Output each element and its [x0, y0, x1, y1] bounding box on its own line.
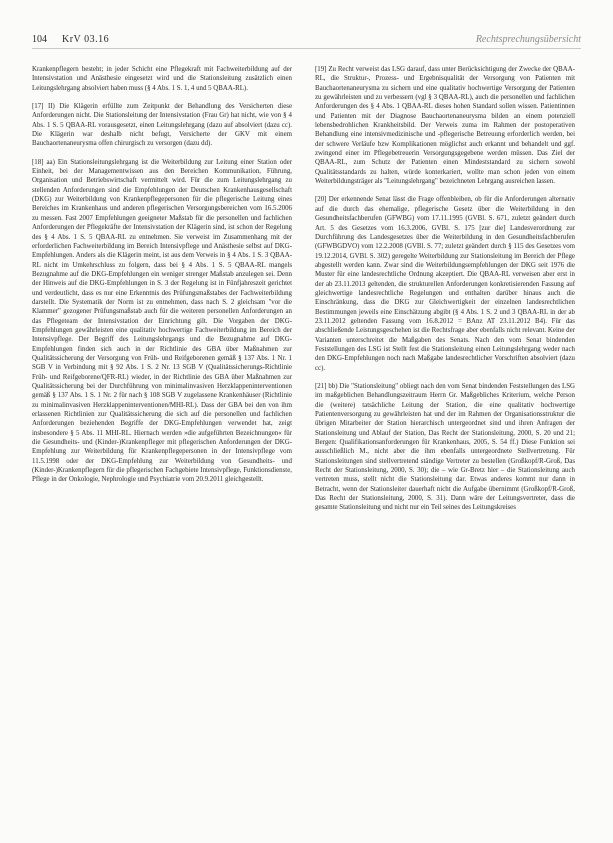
page-number: 104	[32, 34, 47, 45]
paragraph: [18] aa) Ein Stationsleitungslehrgang ist die Weiterbildung zur Leitung einer Station oder Einheit, bei der Managementwissen aus den Bereichen Kommunikation, Führung, Organisation und Betriebswirtschaft vermittelt wird. Für die zum Leitungslehrgang zu stellenden Anforderungen sind die Empfehlungen der Deutschen Krankenhausgesellschaft (DKG) zur Weiterbildung von Krankenpflegepersonen für die pflegerische Leitung eines Bereiches im Krankenhaus und anderen pflegerischen Versorgungsbereichen vom 16.5.2006 zu messen. Fast 2007 Empfehlungen geeigneter Maßstab für die personellen und fachlichen Anforderungen der Pflegekräfte der Intensivstation der Klägerin sind, ist schon der Regelung des § 4 Abs. 1 S. 5 QBAA-RL zu entnehmen. Sie verweist im Zusammenhang mit der erforderlichen Fachweiterbildung im Bereich Intensivpflege und Anästhesie selbst auf DKG-Empfehlungen. Anders als die Klägerin meint, ist aus dem Verweis in § 4 Abs. 1 S. 3 QBAA-RL nicht im Umkehrschluss zu folgern, dass bei § 4 Abs. 1 S. 5 QBAA-RL mangels Bezugnahme auf die DKG-Empfehlungen ein weniger strenger Maßstab anzulegen sei. Denn der Hinweis auf die DKG-Empfehlungen in S. 3 der Regelung ist in Fünfjahreszeit gerichtet und verdeutlicht, dass es nur eine Erkenntnis des Prüfungsmaßstabes der Fachweiterbildung darstellt. Die Systematik der Norm ist zu entnehmen, dass nach S. 2 gleichsam "vor die Klammer" gezogener Prüfungsmaßstab auch für die weiteren personellen Anforderungen an das Pflegeteam der Intensivstation der Einrichtung gilt. Die Vorgaben der DKG-Empfehlungen gewährleisten eine qualitativ hochwertige Fachweiterbildung im Bereich der Intensivpflege. Der Begriff des Leitungslehrgangs und die Bezugnahme auf DKG-Empfehlungen finden sich auch in der Richtlinie des GBA über Maßnahmen zur Qualitätssicherung der Versorgung von Früh- und Reifgeborenen gemäß § 137 Abs. 1 Nr. 1 SGB V in Verbindung mit § 92 Abs. 1 S. 2 Nr. 13 SGB V (Qualitätssicherungs-Richtlinie Früh- und Reifgeborene/QFR-RL) wieder, in der Richtlinie des GBA über Maßnahmen zur Qualitätssicherung bei der Durchführung von minimalinvasiven Herzklappeninterventionen gemäß § 137 Abs. 1 S. 1 Nr. 2 für nach § 108 SGB V zugelassene Krankenhäuser (Richtlinie zu minimalinvasiven Herzklappeninterventionen/MHI-RL). Dass der GBA bei den von ihm erlassenen Richtlinien zur Qualitätssicherung die sich auf die personellen und fachlichen Anforderungen beziehenden Begriffe der DKG-Empfehlungen verwendet hat, zeigt insbesondere § 5 Abs. 11 MHI-RL. Hiernach werden »die aufgeführten Bezeichnungen« für die Gesundheits- und (Kinder-)Krankenpfleger mit pflegerischen Anforderungen der DKG-Empfehlung zur Weiterbildung für Krankenpflegepersonen in der Intensivpflege vom 11.5.1998 oder der DKG-Empfehlung zur Weiterbildung von Gesundheits- und (Kinder-)Krankenpflegern für die pflegerischen Fachgebiete Intensivpflege, Funktionsdienste, Pflege in der Onkologie, Nephrologie und Psychiatrie vom 20.9.2011 gleichgestellt.	[32, 158, 292, 484]
journal-code: KrV 03.16	[62, 34, 110, 45]
section-rubric: Rechtsprechungsübersicht	[475, 34, 581, 45]
paragraph: [20] Der erkennende Senat lässt die Frage offenbleiben, ob für die Anforderungen alternativ auf die durch das ehemalige, pflegerische Gesetz über die Weiterbildung in den Gesundheitsfachberufen (GFWBG) vom 17.11.1995 (GVBl. S. 671, zuletzt geändert durch Art. 5 des Gesetzes vom 16.3.2006, GVBl. S. 175 [zur die] Landesverordnung zur Durchführung des Landesgesetzes über die Weiterbildung in den Gesundheitsfachberufen (GFWBGDVO) vom 12.2.2008 (GVBl. S. 77; zuletzt geändert durch § 115 des Gesetzes vom 19.12.2014, GVBl. S. 302) geregelte Weiterbildung zur Stationsleitung im Bereich der Pflege abgestellt werden kann. Zwar sind die Weiterbildungsempfehlungen der DKG seit 1976 die Muster für eine landesrechtliche Ordnung akzeptiert. Die QBAA-RL verweisen aber erst in der ab 23.11.2013 geltenden, die strukturellen Anforderungen konkretisierenden Fassung auf gleichwertige landesrechtliche Regelungen und enthalten darüber hinaus auch die Einschränkung, dass die DKG zur Gleichwertigkeit der einzelnen landesrechtlichen Bestimmungen jeweils eine Einschätzung abgibt (§ 4 Abs. 1 S. 2 und 3 QBAA-RL in der ab 23.11.2012 geltenden Fassung vom 16.8.2012 = BAnz AT 23.11.2012 B4). Für das abschließende Leistungsgeschehen ist die Rechtsfrage aber ebenfalls nicht relevant. Keine der Varianten unterschreitet die Maßgaben des Senats. Nach den vom Senat bindenden Feststellungen des LSG ist Stellt fest die Stationsleitung einen Leitungslehrgang weder nach den DKG-Empfehlungen noch nach Maßgabe landesrechtlicher Vorschriften absolviert (dazu cc).	[315, 196, 575, 372]
page-header	[32, 34, 581, 49]
right-column	[315, 65, 575, 522]
left-column	[32, 65, 292, 494]
paragraph: Krankenpflegern besteht; in jeder Schicht eine Pflegekraft mit Fachweiterbildung auf der Intensivstation und Anästhesie eingesetzt wird und die Stationsleitung zusätzlich einen Leitungslehrgang absolviert haben muss (§ 4 Abs. 1 S. 1, 4 und 5 QBAA-RL).	[32, 66, 292, 92]
paragraph: [19] Zu Recht verweist das LSG darauf, dass unter Berücksichtigung der Zwecke der QBAA-RL, die Struktur-, Prozess- und Ergebnisqualität der Versorgung von Patienten mit Bauchaortenaneurysma zu sichern und eine qualitativ hochwertige Versorgung der Patienten zu gewährleisten und zu verbessern (vgl § 3 QBAA-RL), auch die personellen und fachlichen Anforderungen des § 4 Abs. 1 QBAA-RL dieses hohen Standard sollen wissen. Patientinnen und Patienten mit der Diagnose Bauchaortenaneurysma bilden an einem potenziell lebensbedrohlichen Krankheitsbild. Der Verweis zuma im Rahmen der postoperativen Behandlung eine intensivmedizinische und -pflegerische Betreuung erforderlich werden, bei der schwere Verläufe bzw Komplikationen möglichst auch erkannt und behandelt und ggf. zwingend einer im Pflegebetreuerin Versorgungsgegebene werden müssen. Das Ziel der QBAA-RL, zum Schutz der Patienten einen Mindeststandard zu sichern sowohl Qualitätsstandards zu halten, würde konterkariert, wollte man schon jeden von einem Weiterbildungsträger als "Leitungslehrgang" bezeichneten Lehrgang ausreichen lassen.	[315, 66, 575, 186]
paragraph: [21] bb) Die "Stationsleitung" obliegt nach den vom Senat bindenden Feststellungen des LSG im maßgeblichen Behandlungszeitraum Herrn Gr. Maßgebliches Kriterium, welche Person die (weitere) tatsächliche Leitung der Station, die eine qualitativ hochwertige Patientenversorgung zu gewährleisten hat und der im Rahmen der Organisationsstruktur die übrigen Mitarbeiter der Station hierarchisch untergeordnet sind und ihren Anfragen der Stationsleitung und Ablauf der Station, Das Recht der Stationsleitung, 2000, S. 20 und 21; Bergen: Qualifikationsanforderungen für Krankenhaus, 2005, S. 54 ff.) Diese Funktion sei ausschließlich M., nicht aber die ihm ebenfalls untergeordnete Stellvertretung. Für Stationsleitungen sind stellvertretend ständige Vertreter zu bestellen (Großkopf/R-Groß, Das Recht der Stationsleitung, 2000, S. 30); die – wie Gr-Bretz hier – die Stationsleitung auch vertreten muss, stellt nicht die Stationsleitung dar. Etwas anderes kommt nur dann in Betracht, wenn der Stationsleiter dauerhaft nicht die Aufgabe übernimmt (Großkopf/R-Groß, Das Recht der Stationsleitung, 2000, S. 31). Dann wäre der Leitungsvertreter, dass die gesamte Stationsleitung und nicht nur ein Teil seines des Leitungskreises	[315, 383, 575, 512]
paragraph: [17] II) Die Klägerin erfüllte zum Zeitpunkt der Behandlung des Versicherten diese Anforderungen nicht. Die Stationsleitung der Intensivstation (Frau Gr) hat nicht, wie von § 4 Abs. 1 S. 5 QBAA-RL vorausgesetzt, einen Leitungslehrgang (dazu auf absolviert (dazu cc). Die Klägerin war deshalb nicht befugt, Versicherte der GKV mit einem Bauchaortenaneurysma offen chirurgisch zu versorgen (dazu dd).	[32, 103, 292, 148]
